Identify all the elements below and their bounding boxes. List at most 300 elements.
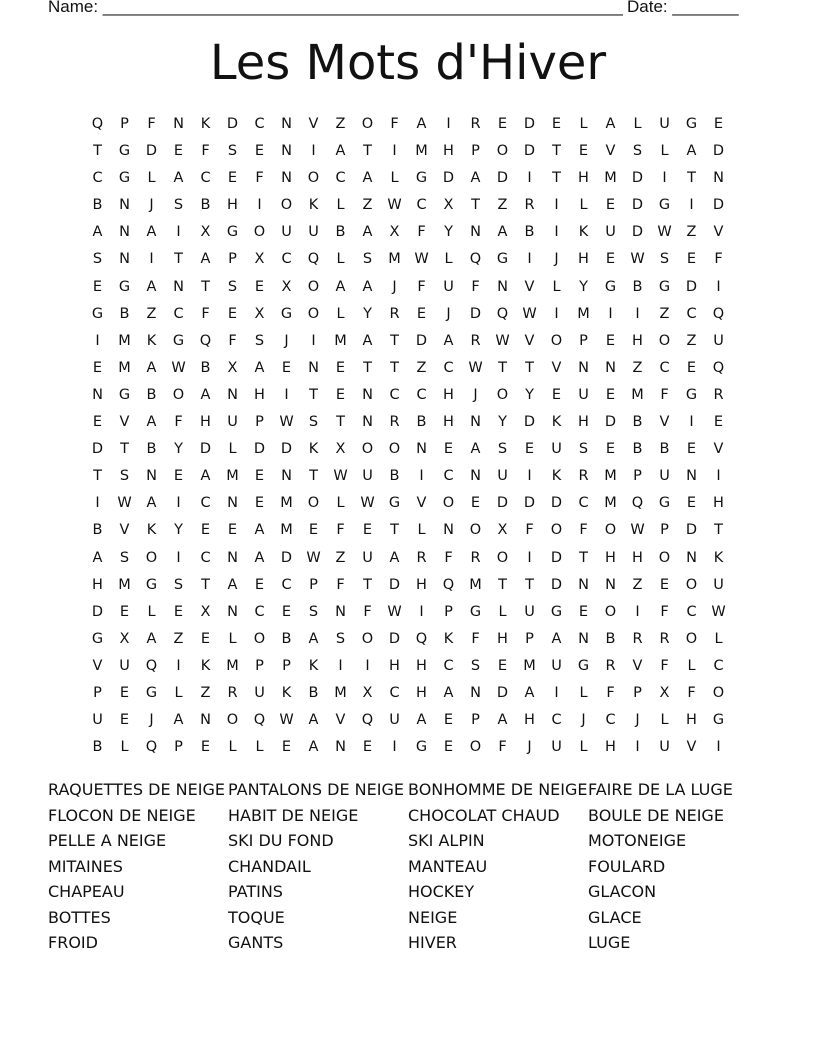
grid-letter: Z: [200, 684, 211, 701]
word-list-item: FAIRE DE LA LUGE: [588, 780, 733, 799]
grid-letter: Q: [145, 739, 158, 756]
word-list-item: FROID: [48, 933, 98, 952]
grid-letter: C: [254, 116, 265, 132]
grid-letter: M: [604, 170, 617, 187]
grid-letter: O: [604, 522, 617, 539]
grid-letter: A: [146, 224, 157, 241]
grid-letter: M: [604, 495, 617, 512]
grid-letter: J: [554, 251, 559, 268]
grid-letter: D: [415, 332, 428, 349]
grid-letter: E: [686, 495, 697, 512]
grid-letter: K: [308, 657, 319, 674]
grid-letter: N: [146, 468, 157, 485]
grid-letter: H: [227, 197, 238, 214]
grid-letter: J: [635, 712, 640, 729]
grid-letter: C: [416, 386, 427, 403]
grid-letter: E: [362, 522, 373, 539]
grid-letter: A: [416, 116, 427, 132]
grid-letter: W: [306, 549, 321, 566]
grid-letter: I: [527, 170, 532, 187]
grid-letter: L: [660, 712, 669, 729]
grid-letter: I: [392, 143, 397, 160]
grid-letter: E: [254, 468, 265, 485]
grid-letter: Q: [712, 305, 725, 322]
grid-letter: F: [660, 603, 669, 620]
grid-letter: E: [335, 386, 346, 403]
grid-letter: I: [527, 251, 532, 268]
grid-letter: O: [496, 549, 509, 566]
grid-letter: C: [551, 712, 562, 729]
grid-letter: S: [497, 441, 508, 458]
grid-letter: F: [444, 549, 453, 566]
grid-letter: A: [362, 170, 373, 187]
grid-letter: I: [608, 305, 613, 322]
grid-letter: I: [284, 386, 289, 403]
grid-letter: E: [92, 278, 103, 295]
word-list-item: TOQUE: [228, 907, 285, 927]
grid-letter: A: [200, 251, 211, 268]
grid-letter: Q: [145, 657, 158, 674]
grid-letter: T: [714, 522, 723, 539]
word-list-item: LUGE: [588, 933, 631, 952]
grid-letter: T: [687, 170, 696, 187]
grid-letter: N: [227, 603, 238, 620]
grid-letter: L: [336, 305, 345, 322]
grid-letter: M: [577, 305, 590, 322]
grid-letter: D: [226, 116, 239, 132]
grid-letter: N: [470, 414, 481, 431]
grid-letter: X: [389, 224, 400, 241]
grid-letter: L: [336, 251, 345, 268]
grid-letter: Z: [686, 224, 697, 241]
grid-letter: P: [660, 522, 669, 539]
grid-letter: D: [685, 278, 698, 295]
grid-letter: D: [631, 224, 644, 241]
grid-letter: H: [632, 332, 643, 349]
grid-letter: Q: [631, 495, 644, 512]
grid-letter: O: [253, 224, 266, 241]
grid-letter: E: [254, 495, 265, 512]
grid-letter: U: [578, 386, 589, 403]
grid-letter: K: [308, 197, 319, 214]
grid-letter: A: [335, 278, 346, 295]
grid-letter: D: [496, 684, 509, 701]
grid-letter: N: [713, 170, 724, 187]
grid-letter: O: [307, 278, 320, 295]
grid-letter: A: [389, 549, 400, 566]
grid-letter: B: [308, 684, 319, 701]
grid-letter: A: [200, 386, 211, 403]
grid-letter: C: [281, 251, 292, 268]
grid-letter: S: [308, 603, 319, 620]
grid-letter: U: [254, 684, 265, 701]
grid-letter: V: [416, 495, 427, 512]
grid-letter: Y: [174, 522, 183, 539]
grid-letter: A: [254, 359, 265, 376]
grid-letter: I: [338, 657, 343, 674]
grid-letter: Q: [361, 712, 374, 729]
grid-letter: H: [443, 386, 454, 403]
grid-letter: V: [659, 414, 670, 431]
grid-letter: X: [443, 197, 454, 214]
grid-letter: Q: [469, 251, 482, 268]
grid-letter: T: [390, 522, 399, 539]
grid-letter: U: [362, 468, 373, 485]
grid-letter: I: [95, 332, 100, 349]
grid-letter: E: [686, 441, 697, 458]
grid-letter: U: [443, 278, 454, 295]
grid-letter: T: [93, 143, 102, 160]
grid-letter: F: [255, 170, 264, 187]
grid-letter: R: [470, 549, 481, 566]
grid-letter: T: [363, 143, 372, 160]
grid-letter: E: [281, 603, 292, 620]
grid-letter: G: [658, 495, 671, 512]
grid-letter: I: [419, 468, 424, 485]
grid-letter: U: [551, 441, 562, 458]
grid-letter: A: [254, 522, 265, 539]
grid-letter: Z: [632, 576, 643, 593]
grid-letter: T: [525, 359, 534, 376]
grid-letter: L: [552, 278, 561, 295]
grid-letter: G: [118, 170, 131, 187]
grid-letter: M: [226, 468, 239, 485]
word-list-item: MANTEAU: [408, 856, 488, 876]
grid-letter: E: [308, 522, 319, 539]
grid-letter: M: [118, 332, 131, 349]
grid-letter: B: [200, 197, 211, 214]
grid-letter: X: [227, 359, 238, 376]
grid-letter: H: [254, 386, 265, 403]
grid-letter: I: [635, 739, 640, 756]
grid-letter: G: [550, 603, 563, 620]
grid-letter: T: [552, 170, 561, 187]
grid-letter: L: [498, 603, 507, 620]
grid-letter: B: [119, 305, 130, 322]
grid-letter: I: [554, 224, 559, 241]
grid-letter: I: [365, 657, 370, 674]
grid-letter: E: [443, 739, 454, 756]
grid-letter: I: [716, 739, 721, 756]
grid-letter: L: [147, 603, 156, 620]
grid-letter: H: [389, 657, 400, 674]
grid-letter: O: [307, 495, 320, 512]
grid-letter: A: [443, 684, 454, 701]
grid-letter: O: [307, 170, 320, 187]
grid-letter: O: [145, 549, 158, 566]
grid-letter: Q: [91, 116, 104, 132]
grid-letter: A: [443, 332, 454, 349]
grid-letter: N: [227, 386, 238, 403]
grid-letter: E: [335, 359, 346, 376]
grid-letter: A: [335, 143, 346, 160]
grid-letter: I: [95, 495, 100, 512]
grid-letter: E: [443, 712, 454, 729]
grid-letter: D: [631, 170, 644, 187]
grid-letter: W: [468, 359, 483, 376]
grid-letter: G: [388, 495, 401, 512]
grid-letter: P: [444, 603, 453, 620]
grid-letter: E: [227, 305, 238, 322]
grid-letter: T: [93, 468, 102, 485]
grid-letter: O: [496, 143, 509, 160]
grid-letter: K: [551, 468, 562, 485]
grid-letter: N: [362, 386, 373, 403]
grid-letter: L: [687, 657, 696, 674]
grid-letter: X: [281, 278, 292, 295]
grid-letter: E: [551, 116, 562, 132]
grid-letter: K: [281, 684, 292, 701]
grid-letter: S: [578, 441, 589, 458]
grid-letter: L: [633, 116, 642, 132]
grid-letter: L: [336, 197, 345, 214]
grid-letter: E: [281, 739, 292, 756]
grid-letter: G: [415, 739, 428, 756]
grid-letter: S: [173, 576, 184, 593]
grid-letter: X: [119, 630, 130, 647]
grid-letter: D: [442, 170, 455, 187]
grid-letter: N: [281, 468, 292, 485]
grid-letter: H: [416, 657, 427, 674]
grid-letter: E: [200, 630, 211, 647]
word-list-item: SKI DU FOND: [228, 831, 334, 850]
grid-letter: A: [146, 414, 157, 431]
grid-letter: D: [469, 305, 482, 322]
grid-letter: L: [417, 522, 426, 539]
grid-letter: T: [390, 359, 399, 376]
grid-letter: P: [525, 630, 534, 647]
grid-letter: N: [200, 712, 211, 729]
grid-letter: S: [308, 414, 319, 431]
grid-letter: Z: [362, 197, 373, 214]
grid-letter: V: [119, 414, 130, 431]
grid-letter: N: [578, 630, 589, 647]
grid-letter: D: [523, 143, 536, 160]
grid-letter: W: [414, 251, 429, 268]
grid-letter: F: [471, 278, 480, 295]
word-list-item: GLACE: [588, 907, 642, 927]
grid-letter: E: [578, 603, 589, 620]
grid-letter: G: [469, 603, 482, 620]
grid-letter: H: [686, 712, 697, 729]
grid-letter: Q: [199, 332, 212, 349]
grid-letter: N: [227, 495, 238, 512]
word-list-item: PELLE A NEIGE: [48, 831, 167, 850]
grid-letter: C: [605, 712, 616, 729]
grid-letter: O: [361, 116, 374, 132]
grid-letter: G: [685, 386, 698, 403]
grid-letter: N: [686, 549, 697, 566]
grid-letter: H: [443, 414, 454, 431]
grid-letter: Z: [497, 197, 508, 214]
grid-letter: C: [92, 170, 103, 187]
grid-letter: W: [630, 251, 645, 268]
grid-letter: M: [118, 576, 131, 593]
word-list-item: PATINS: [228, 882, 283, 901]
grid-letter: F: [525, 522, 534, 539]
grid-letter: B: [632, 414, 643, 431]
grid-letter: F: [471, 630, 480, 647]
grid-letter: R: [470, 116, 481, 132]
grid-letter: T: [120, 441, 129, 458]
grid-letter: N: [605, 359, 616, 376]
date-field-label: Date: _______: [627, 0, 739, 16]
grid-letter: D: [550, 495, 563, 512]
grid-letter: R: [578, 468, 589, 485]
grid-letter: W: [387, 197, 402, 214]
grid-letter: D: [145, 143, 158, 160]
grid-letter: D: [280, 441, 293, 458]
grid-letter: X: [254, 305, 265, 322]
grid-letter: K: [578, 224, 589, 241]
grid-letter: I: [176, 495, 181, 512]
grid-letter: S: [119, 468, 130, 485]
grid-letter: O: [604, 603, 617, 620]
grid-letter: S: [92, 251, 103, 268]
grid-letter: O: [685, 576, 698, 593]
grid-letter: F: [417, 278, 426, 295]
grid-letter: A: [308, 712, 319, 729]
grid-letter: G: [145, 684, 158, 701]
grid-letter: C: [686, 603, 697, 620]
grid-letter: J: [581, 712, 586, 729]
grid-letter: A: [308, 739, 319, 756]
grid-letter: A: [470, 170, 481, 187]
grid-letter: H: [416, 576, 427, 593]
word-list-item: GANTS: [228, 933, 284, 952]
grid-letter: B: [416, 414, 427, 431]
grid-letter: F: [660, 386, 669, 403]
grid-letter: U: [659, 739, 670, 756]
grid-letter: A: [497, 224, 508, 241]
grid-letter: D: [199, 441, 212, 458]
grid-letter: P: [633, 468, 642, 485]
grid-letter: B: [632, 278, 643, 295]
grid-letter: R: [605, 657, 616, 674]
grid-letter: H: [92, 576, 103, 593]
grid-letter: O: [280, 197, 293, 214]
grid-letter: V: [713, 441, 724, 458]
grid-letter: K: [713, 549, 724, 566]
grid-letter: E: [119, 603, 130, 620]
grid-letter: E: [200, 739, 211, 756]
grid-letter: F: [714, 251, 723, 268]
grid-letter: C: [254, 603, 265, 620]
grid-letter: T: [498, 576, 507, 593]
grid-letter: F: [660, 657, 669, 674]
grid-letter: N: [578, 359, 589, 376]
grid-letter: O: [550, 522, 563, 539]
grid-letter: E: [551, 386, 562, 403]
grid-letter: N: [470, 468, 481, 485]
grid-letter: P: [228, 251, 237, 268]
grid-letter: G: [415, 170, 428, 187]
grid-letter: N: [470, 224, 481, 241]
grid-letter: L: [660, 143, 669, 160]
grid-letter: D: [91, 441, 104, 458]
grid-letter: F: [606, 684, 615, 701]
grid-letter: L: [228, 441, 237, 458]
grid-letter: I: [257, 197, 262, 214]
grid-letter: M: [388, 251, 401, 268]
grid-letter: A: [146, 359, 157, 376]
grid-letter: S: [362, 251, 373, 268]
grid-letter: O: [685, 630, 698, 647]
grid-letter: F: [498, 739, 507, 756]
grid-letter: U: [551, 739, 562, 756]
grid-letter: L: [147, 170, 156, 187]
grid-letter: C: [200, 170, 211, 187]
grid-letter: E: [227, 170, 238, 187]
grid-letter: N: [335, 739, 346, 756]
grid-letter: F: [336, 522, 345, 539]
grid-letter: B: [389, 468, 400, 485]
grid-letter: A: [227, 576, 238, 593]
grid-letter: P: [471, 143, 480, 160]
grid-letter: C: [443, 468, 454, 485]
grid-letter: F: [201, 305, 210, 322]
grid-letter: P: [471, 712, 480, 729]
grid-letter: X: [200, 224, 211, 241]
grid-letter: U: [605, 224, 616, 241]
grid-letter: G: [118, 278, 131, 295]
grid-letter: F: [228, 332, 237, 349]
grid-letter: J: [284, 332, 289, 349]
grid-letter: I: [635, 305, 640, 322]
grid-letter: P: [255, 657, 264, 674]
grid-letter: N: [470, 684, 481, 701]
word-list-item: HOCKEY: [408, 882, 475, 901]
grid-letter: V: [524, 278, 535, 295]
grid-letter: H: [605, 739, 616, 756]
grid-letter: F: [417, 224, 426, 241]
grid-letter: E: [605, 197, 616, 214]
grid-letter: W: [522, 305, 537, 322]
grid-letter: T: [363, 576, 372, 593]
grid-letter: J: [473, 386, 478, 403]
grid-letter: N: [578, 576, 589, 593]
grid-letter: E: [470, 495, 481, 512]
grid-letter: N: [308, 359, 319, 376]
grid-letter: S: [632, 143, 643, 160]
grid-letter: J: [149, 712, 154, 729]
grid-letter: A: [173, 170, 184, 187]
grid-letter: F: [336, 576, 345, 593]
grid-letter: G: [604, 278, 617, 295]
grid-letter: C: [335, 170, 346, 187]
grid-letter: F: [174, 414, 183, 431]
grid-letter: X: [497, 522, 508, 539]
grid-letter: L: [579, 197, 588, 214]
grid-letter: V: [335, 712, 346, 729]
grid-letter: D: [253, 441, 266, 458]
grid-letter: K: [551, 414, 562, 431]
grid-letter: T: [336, 414, 345, 431]
grid-letter: F: [390, 116, 399, 132]
grid-letter: O: [388, 441, 401, 458]
grid-letter: N: [335, 603, 346, 620]
grid-letter: B: [92, 522, 103, 539]
grid-letter: N: [281, 143, 292, 160]
grid-letter: Q: [253, 712, 266, 729]
grid-letter: G: [280, 305, 293, 322]
grid-letter: P: [174, 739, 183, 756]
grid-letter: Z: [632, 359, 643, 376]
grid-letter: R: [713, 386, 724, 403]
grid-letter: C: [389, 684, 400, 701]
grid-letter: T: [309, 468, 318, 485]
grid-letter: X: [254, 251, 265, 268]
